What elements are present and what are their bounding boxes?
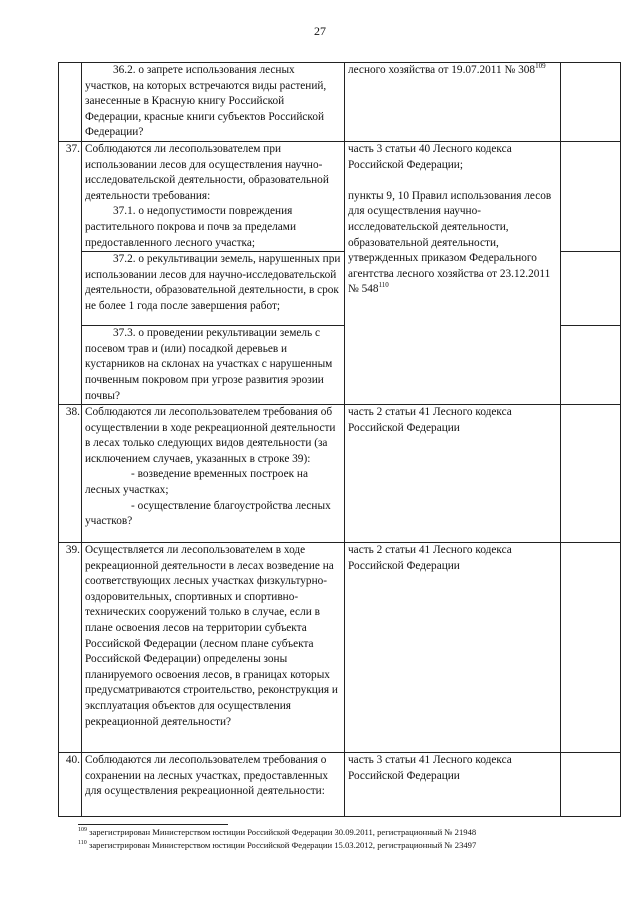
checklist-table: [58, 62, 621, 817]
answer-cell[interactable]: [561, 141, 621, 251]
reference-cell: [345, 543, 561, 753]
reference-text: часть 2 статьи 41 Лесного кодекса Российской Федерации: [348, 544, 512, 572]
reference-text: часть 3 статьи 40 Лесного кодекса Российской Федерации;: [348, 142, 512, 171]
sub-question-37-2: 37.2. о рекультивации земель, нарушенных при использовании лесов для научно-исследовательской деятельности, образовательной деятельности, в срок не более 1 года после завершения работ;: [85, 253, 341, 312]
answer-cell[interactable]: [561, 405, 621, 543]
footnote: $^{109}$ зарегистрирован Министерством юстиции Российской Федерации 30.09.2011, регистрационный № 21948: [78, 827, 477, 837]
table-row-40: [59, 753, 621, 817]
answer-cell[interactable]: [561, 252, 621, 326]
table-row-39: [59, 543, 621, 753]
bullet-item: - осуществление благоустройства лесных участков?: [85, 499, 331, 528]
answer-cell[interactable]: [561, 753, 621, 817]
question-text: 36.2. о запрете использования лесных участков, на которых встречаются виды растений, занесенные в Красную книгу Российской Федерации, красные книги субъектов Российской Федерации?: [85, 64, 327, 139]
table-row-38: [59, 405, 621, 543]
question-cell: [82, 141, 345, 251]
answer-cell[interactable]: [561, 543, 621, 753]
bullet-item: - возведение временных построек на лесных участках;: [85, 468, 308, 497]
reference-cell: [345, 753, 561, 817]
row-number-cell: 40.: [59, 753, 82, 817]
reference-text: лесного хозяйства от 19.07.2011 № $308^{109}$: [348, 62, 546, 76]
answer-cell[interactable]: [561, 63, 621, 142]
footnotes: [78, 826, 618, 852]
reference-text: пункты 9, 10 Правил использования лесов для осуществления научно-исследовательской деятельности, образовательной деятельности, утвержденных приказом Федерального агентства лесного хозяйства от 23.12.2011 № $548^{110}$: [348, 189, 552, 296]
question-cell: [82, 326, 345, 405]
footnote: $^{110}$ зарегистрирован Министерством юстиции Российской Федерации 15.03.2012, регистрационный № 23497: [78, 840, 477, 850]
reference-text: часть 3 статьи 41 Лесного кодекса Российской Федерации: [348, 754, 512, 782]
question-text: Соблюдаются ли лесопользователем при использовании лесов для осуществления научно-исследовательской деятельности, образовательной деятельности требования:: [85, 142, 329, 202]
reference-text: часть 2 статьи 41 Лесного кодекса Российской Федерации: [348, 406, 512, 434]
footnote-ref: 110: [378, 281, 389, 290]
question-cell: [82, 405, 345, 543]
reference-cell: [345, 141, 561, 404]
footnote-ref: 109: [535, 62, 546, 70]
table-row-36-2: [59, 63, 621, 142]
row-number-cell: 39.: [59, 543, 82, 753]
row-number-cell: [59, 63, 82, 142]
row-number-cell: 38.: [59, 405, 82, 543]
reference-cell: [345, 63, 561, 142]
row-number-cell: 37.: [59, 141, 82, 404]
question-cell: [82, 543, 345, 753]
question-text: Осуществляется ли лесопользователем в ходе рекреационной деятельности в лесах возведение на соответствующих лесных участках физкультурно-оздоровительных, спортивных и спортивно-технических сооружений только в случае, если в плане освоения лесов на территории субъекта Российской Федерации (лесном плане субъекта Российской Федерации) определены зоны планируемого освоения лесов, в границах которых предусматриваются строительство, реконструкция и эксплуатация объектов для осуществления рекреационной деятельности?: [85, 544, 338, 728]
question-cell: [82, 753, 345, 817]
answer-cell[interactable]: [561, 326, 621, 405]
question-text: Соблюдаются ли лесопользователем требования о сохранении на лесных участках, предоставленных для осуществления рекреационной деятельности:: [85, 754, 329, 798]
table-row-37: [59, 141, 621, 251]
page-number: 27: [314, 24, 326, 38]
sub-question-37-1: 37.1. о недопустимости повреждения растительного покрова и почв за пределами предоставленного лесного участка;: [85, 205, 296, 249]
sub-question-37-3: 37.3. о проведении рекультивации земель с посевом трав и (или) посадкой деревьев и кустарников на склонах на участках с нарушенным почвенным покровом при угрозе развития эрозии почвы?: [85, 327, 333, 402]
footnote-divider: [78, 824, 228, 825]
question-text: Соблюдаются ли лесопользователем требования об осуществлении в ходе рекреационной деятельности в лесах только следующих видов деятельности (за исключением случаев, указанных в строке 39):: [85, 406, 336, 465]
reference-cell: [345, 405, 561, 543]
question-cell: [82, 252, 345, 326]
question-cell: [82, 63, 345, 142]
